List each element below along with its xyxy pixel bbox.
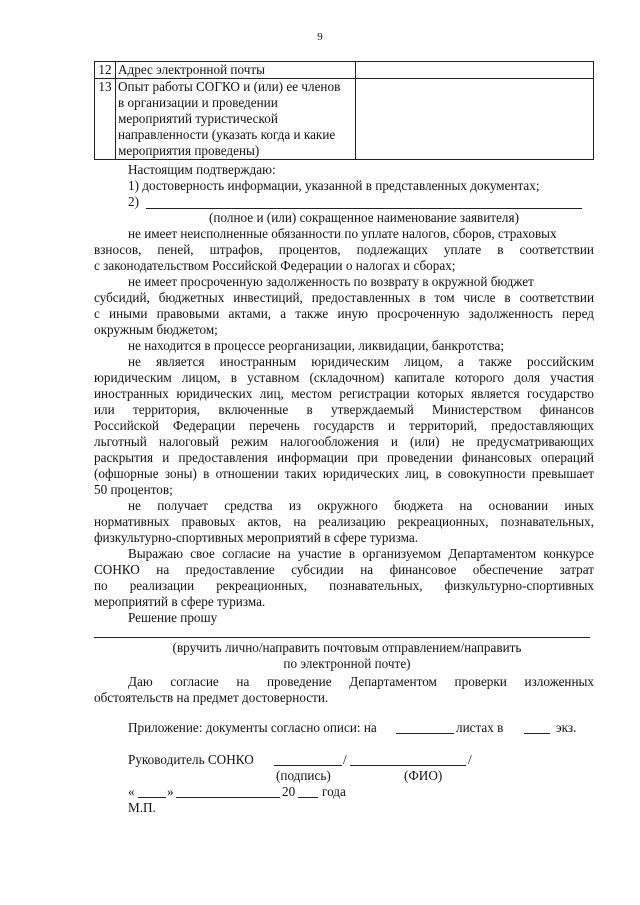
label-line: направленности (указать когда и какие — [118, 127, 336, 142]
signature-slash: / — [468, 752, 472, 767]
decision-caption-2: по электронной почте) — [283, 656, 411, 671]
row-label — [116, 79, 356, 160]
p4-line: не является иностранным юридическим лицом, а также российским — [128, 354, 594, 369]
confirm-item-1: 1) достоверность информации, указанной в представленных документах; — [128, 178, 540, 193]
row-number: 13 — [95, 79, 116, 160]
copies-count-field[interactable] — [524, 733, 550, 734]
p4-line: или территория, включенные в утверждаемый Министерством финансов — [94, 402, 594, 417]
confirm-intro: Настоящим подтверждаю: — [128, 162, 276, 177]
signature-slash: / — [343, 752, 347, 767]
p2-line: окружным бюджетом; — [94, 322, 218, 337]
head-label: Руководитель СОНКО — [128, 752, 254, 767]
day-field[interactable] — [138, 797, 166, 798]
label-line: мероприятий туристической — [118, 111, 278, 126]
attachment-middle: листах в — [456, 720, 504, 735]
attachment-prefix: Приложение: документы согласно описи: на — [128, 720, 377, 735]
p4-line: раскрытия и предоставления информации при проведении финансовых операций — [94, 450, 594, 465]
stamp-label: М.П. — [128, 800, 156, 815]
label-line: Опыт работы СОГКО и (или) ее членов — [118, 79, 341, 94]
p6-line: СОНКО на предоставление субсидии на финансовое обеспечение затрат — [94, 562, 594, 577]
p6-line: Выражаю свое согласие на участие в организуемом Департаментом конкурсе — [128, 546, 594, 561]
p5-line: физкультурно-спортивных мероприятий в сфере туризма. — [94, 530, 419, 545]
page-number: 9 — [317, 31, 323, 43]
p4-line: иностранных юридических лиц, местом регистрации которых является государство — [94, 386, 594, 401]
p4-line: Российской Федерации перечень государств и территорий, предоставляющих — [94, 418, 594, 433]
decision-label: Решение прошу — [128, 610, 218, 625]
p6-line: по реализации рекреационных, познавательных, физкультурно-спортивных — [94, 578, 594, 593]
applicant-name-caption: (полное и (или) сокращенное наименование заявителя) — [209, 210, 519, 225]
consent-line: обстоятельств на предмет достоверности. — [94, 690, 329, 705]
confirm-item-2-prefix: 2) — [128, 194, 139, 209]
p2-line: не имеет просроченную задолженность по возврату в окружной бюджет — [128, 274, 534, 289]
p3-line: не находится в процессе реорганизации, ликвидации, банкротства; — [128, 338, 505, 353]
p2-line: субсидий, бюджетных инвестиций, предоставленных в том числе в соответствии — [94, 290, 594, 305]
row-label — [116, 62, 356, 79]
sheets-count-field[interactable] — [396, 733, 454, 734]
p5-line: не получает средства из окружного бюджета на основании иных — [128, 498, 594, 513]
info-table — [94, 61, 594, 160]
p2-line: с иными правовыми актами, а также иную просроченную задолженность перед — [94, 306, 594, 321]
attachment-suffix: экз. — [556, 720, 577, 735]
date-quote-open: « — [128, 784, 135, 799]
fio-field[interactable] — [350, 765, 466, 766]
consent-line: Даю согласие на проведение Департаментом проверки изложенных — [128, 674, 594, 689]
p1-line: не имеет неисполненные обязанности по уплате налогов, сборов, страховых — [128, 226, 557, 241]
date-quote-close: » — [167, 784, 174, 799]
label-line: в организации и проведении — [118, 95, 278, 110]
p4-line: 50 процентов; — [94, 482, 173, 497]
p5-line: нормативных правовых актов, на реализацию рекреационных, познавательных, — [94, 514, 594, 529]
row-number: 12 — [95, 62, 116, 79]
table-row — [95, 79, 594, 160]
label-line: Адрес электронной почты — [118, 62, 265, 77]
p4-line: льготный налоговый режим налогообложения и (или) не предусматривающих — [94, 434, 594, 449]
p1-line: с законодательством Российской Федерации о налогах и сборах; — [94, 258, 456, 273]
sign-caption: (подпись) — [276, 768, 331, 783]
p4-line: юридическим лицом, в уставном (складочном) капитале которого доля участия — [94, 370, 594, 385]
month-field[interactable] — [176, 797, 280, 798]
p6-line: мероприятий в сфере туризма. — [94, 594, 266, 609]
applicant-name-line[interactable] — [146, 208, 582, 209]
row-value-cell[interactable] — [356, 62, 594, 79]
label-line: мероприятия проведены) — [118, 143, 260, 158]
signature-field[interactable] — [274, 765, 342, 766]
table-row — [95, 62, 594, 79]
decision-line[interactable] — [94, 637, 590, 638]
year-prefix: 20 — [282, 784, 296, 799]
year-suffix: года — [322, 784, 346, 799]
row-value-cell[interactable] — [356, 79, 594, 160]
p4-line: (офшорные зоны) в отношении таких юридических лиц, в совокупности превышает — [94, 466, 594, 481]
p1-line: взносов, пеней, штрафов, процентов, подлежащих уплате в соответствии — [94, 242, 594, 257]
year-field[interactable] — [298, 797, 318, 798]
decision-caption-1: (вручить лично/направить почтовым отправлением/направить — [172, 640, 522, 655]
fio-caption: (ФИО) — [404, 768, 443, 783]
